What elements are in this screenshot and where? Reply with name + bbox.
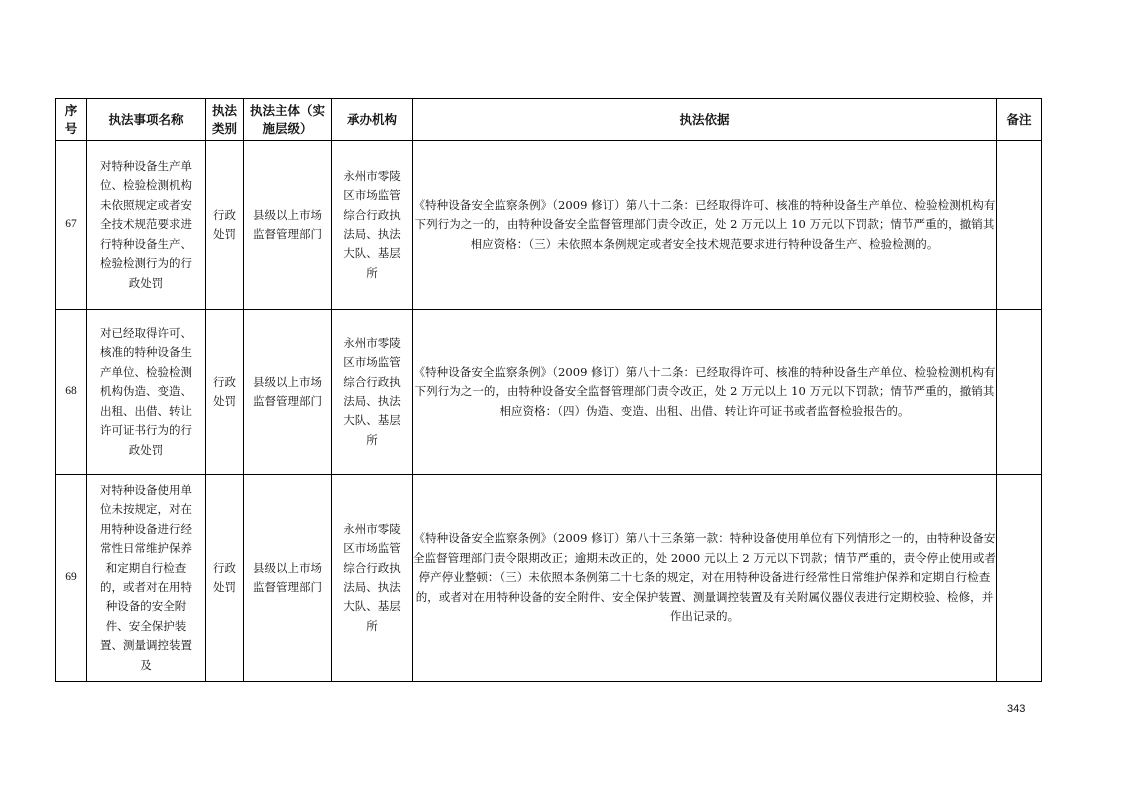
row-index: 67 (56, 141, 87, 310)
row-remark (997, 310, 1042, 475)
row-category: 行政处罚 (206, 475, 244, 682)
row-remark (997, 475, 1042, 682)
row-index: 69 (56, 475, 87, 682)
row-org: 永州市零陵区市场监管综合行政执法局、执法大队、基层所 (332, 475, 413, 682)
header-basis: 执法依据 (413, 99, 997, 141)
row-subject: 县级以上市场监督管理部门 (244, 310, 332, 475)
enforcement-table (55, 98, 1042, 682)
row-remark (997, 141, 1042, 310)
header-category: 执法类别 (206, 99, 244, 141)
row-category: 行政处罚 (206, 310, 244, 475)
header-remark: 备注 (997, 99, 1042, 141)
page-number: 343 (1007, 703, 1026, 715)
header-name: 执法事项名称 (87, 99, 206, 141)
header-org: 承办机构 (332, 99, 413, 141)
row-subject: 县级以上市场监督管理部门 (244, 475, 332, 682)
row-basis: 《特种设备安全监察条例》（2009 修订）第八十二条：已经取得许可、核准的特种设备生产单位、检验检测机构有下列行为之一的，由特种设备安全监督管理部门责令改正，处 2 万元以上 10 万元以下罚款；情节严重的，撤销其相应资格：（四）伪造、变造、出租、出借、转让许可证书或者监督检验报告的。 (413, 310, 997, 475)
row-basis: 《特种设备安全监察条例》（2009 修订）第八十二条：已经取得许可、核准的特种设备生产单位、检验检测机构有下列行为之一的，由特种设备安全监督管理部门责令改正，处 2 万元以上 10 万元以下罚款；情节严重的，撤销其相应资格：（三）未依照本条例规定或者安全技术规范要求进行特种设备生产、检验检测的。 (413, 141, 997, 310)
row-name: 对特种设备使用单位未按规定，对在用特种设备进行经常性日常维护保养和定期自行检查的，或者对在用特种设备的安全附件、安全保护装置、测量调控装置及 (87, 475, 206, 682)
row-index: 68 (56, 310, 87, 475)
row-org: 永州市零陵区市场监管综合行政执法局、执法大队、基层所 (332, 141, 413, 310)
row-basis: 《特种设备安全监察条例》（2009 修订）第八十三条第一款：特种设备使用单位有下列情形之一的，由特种设备安全监督管理部门责令限期改正；逾期未改正的，处 2000 元以上 2 万元以下罚款；情节严重的，责令停止使用或者停产停业整顿：（三）未依照本条例第二十七条的规定，对在用特种设备进行经常性日常维护保养和定期自行检查的，或者对在用特种设备的安全附件、安全保护装置、测量调控装置及有关附属仪器仪表进行定期校验、检修，并作出记录的。 (413, 475, 997, 682)
header-index: 序号 (56, 99, 87, 141)
table-header-row (56, 99, 1042, 141)
row-category: 行政处罚 (206, 141, 244, 310)
header-subject: 执法主体（实施层级） (244, 99, 332, 141)
row-subject: 县级以上市场监督管理部门 (244, 141, 332, 310)
table-row (56, 475, 1042, 682)
row-name: 对已经取得许可、核准的特种设备生产单位、检验检测机构伪造、变造、出租、出借、转让许可证书行为的行政处罚 (87, 310, 206, 475)
row-org: 永州市零陵区市场监管综合行政执法局、执法大队、基层所 (332, 310, 413, 475)
table-row (56, 141, 1042, 310)
table-row (56, 310, 1042, 475)
row-name: 对特种设备生产单位、检验检测机构未依照规定或者安全技术规范要求进行特种设备生产、检验检测行为的行政处罚 (87, 141, 206, 310)
